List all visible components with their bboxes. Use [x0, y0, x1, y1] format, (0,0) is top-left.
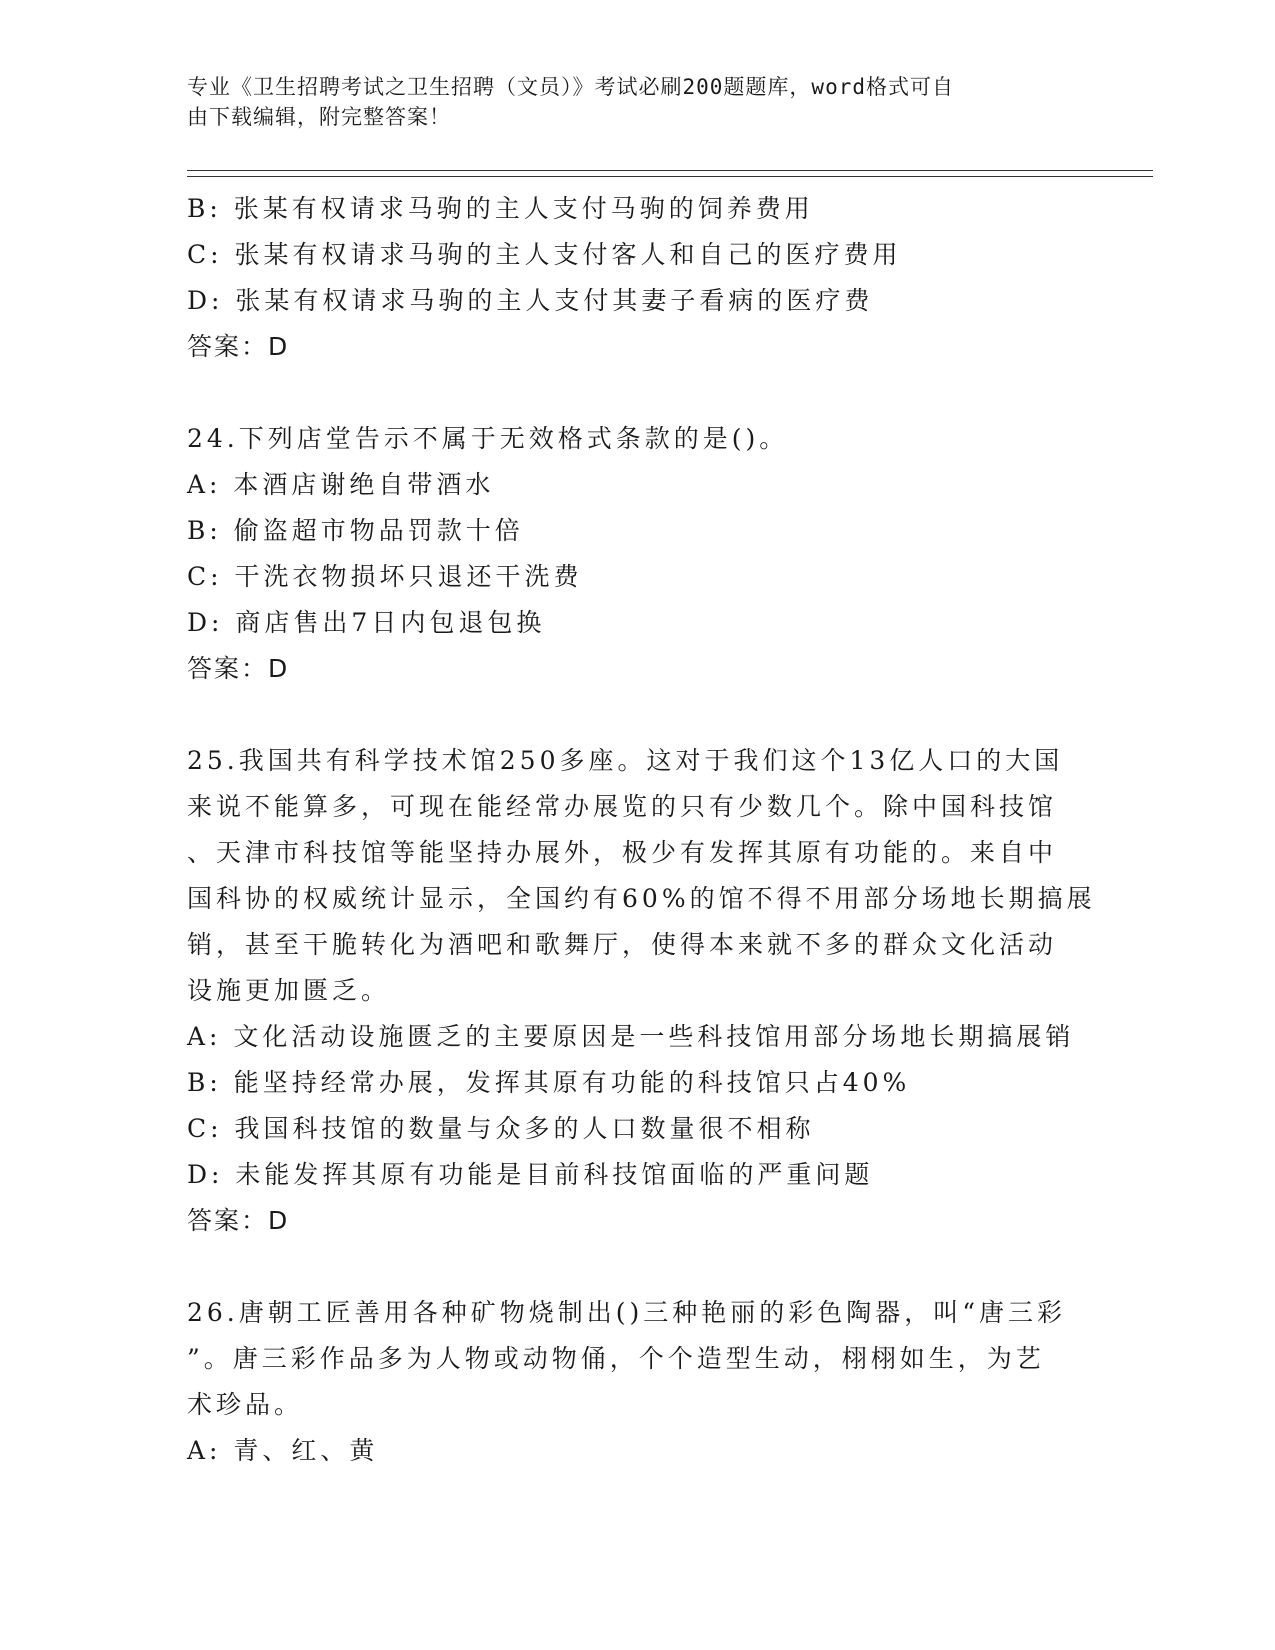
answer: 答案：D	[187, 1206, 290, 1235]
option-a: A: 文化活动设施匮乏的主要原因是一些科技馆用部分场地长期搞展销	[187, 1022, 1075, 1051]
document-header	[187, 72, 1087, 132]
option-b: B: 偷盗超市物品罚款十倍	[187, 516, 524, 545]
option-d: D: 未能发挥其原有功能是目前科技馆面临的严重问题	[187, 1160, 874, 1189]
question-stem-line: 术珍品。	[187, 1390, 304, 1419]
answer: 答案：D	[187, 332, 290, 361]
option-c: C: 张某有权请求马驹的主人支付客人和自己的医疗费用	[187, 240, 902, 269]
option-a: A: 青、红、黄	[187, 1436, 379, 1465]
option-c: C: 我国科技馆的数量与众多的人口数量很不相称	[187, 1114, 815, 1143]
question-stem-line: 25.我国共有科学技术馆250多座。这对于我们这个13亿人口的大国	[187, 746, 1064, 775]
header-line-1: 专业《卫生招聘考试之卫生招聘（文员）》考试必刷200题题库，word格式可自	[187, 75, 954, 99]
option-d: D: 张某有权请求马驹的主人支付其妻子看病的医疗费	[187, 286, 874, 315]
question-stem-line: 、天津市科技馆等能坚持办展外，极少有发挥其原有功能的。来自中	[187, 838, 1058, 867]
option-a: A: 本酒店谢绝自带酒水	[187, 470, 495, 499]
question-24	[187, 416, 1087, 692]
question-stem-line: ”。唐三彩作品多为人物或动物俑，个个造型生动，栩栩如生，为艺	[187, 1344, 1045, 1373]
option-c: C: 干洗衣物损坏只退还干洗费	[187, 562, 583, 591]
header-line-2: 由下载编辑，附完整答案！	[187, 105, 451, 129]
question-stem-line: 国科协的权威统计显示，全国约有60%的馆不得不用部分场地长期搞展	[187, 884, 1096, 913]
option-b: B: 张某有权请求马驹的主人支付马驹的饲养费用	[187, 194, 814, 223]
question-26	[187, 1290, 1087, 1474]
question-stem: 24.下列店堂告示不属于无效格式条款的是()。	[187, 424, 789, 453]
option-b: B: 能坚持经常办展，发挥其原有功能的科技馆只占40%	[187, 1068, 911, 1097]
answer: 答案：D	[187, 654, 290, 683]
question-stem-line: 26.唐朝工匠善用各种矿物烧制出()三种艳丽的彩色陶器，叫“唐三彩	[187, 1298, 1067, 1327]
question-25	[187, 738, 1096, 1244]
document-body	[187, 186, 1096, 1474]
header-rule-top	[187, 170, 1153, 171]
question-stem-line: 来说不能算多，可现在能经常办展览的只有少数几个。除中国科技馆	[187, 792, 1058, 821]
question-23-tail	[187, 186, 1087, 370]
question-stem-line: 销，甚至干脆转化为酒吧和歌舞厅，使得本来就不多的群众文化活动	[187, 930, 1058, 959]
header-rule-bottom	[187, 176, 1153, 177]
question-stem-line: 设施更加匮乏。	[187, 976, 391, 1005]
option-d: D: 商店售出7日内包退包换	[187, 608, 546, 637]
